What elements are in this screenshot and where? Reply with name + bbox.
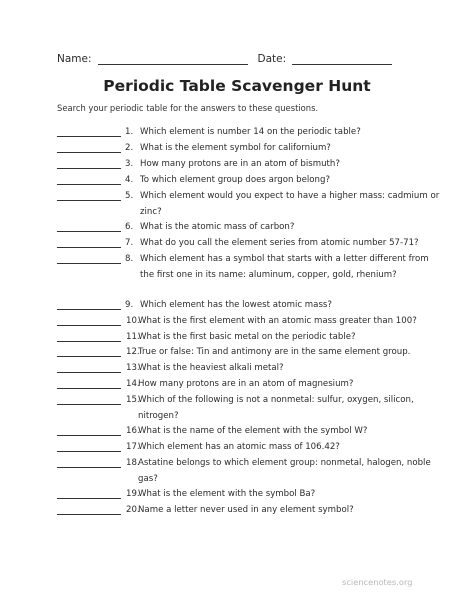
question-item xyxy=(57,330,427,346)
question-item xyxy=(57,345,427,361)
question-item xyxy=(57,157,427,173)
question-item xyxy=(57,440,427,456)
question-number: 17. xyxy=(126,442,140,452)
question-number: 6. xyxy=(125,222,134,232)
answer-blank[interactable] xyxy=(57,498,121,499)
name-label: Name: xyxy=(57,53,92,65)
question-item xyxy=(57,252,427,283)
name-field[interactable] xyxy=(98,54,248,65)
question-text: Which element has the lowest atomic mass? xyxy=(140,300,332,310)
question-number: 9. xyxy=(125,300,134,310)
question-number: 1. xyxy=(125,127,134,137)
question-text: What is the name of the element with the symbol W? xyxy=(138,426,368,436)
question-text: What is the heaviest alkali metal? xyxy=(138,363,284,373)
footer-watermark: sciencenotes.org xyxy=(342,577,413,587)
question-text: What is the element with the symbol Ba? xyxy=(138,489,316,499)
question-text: Which element would you expect to have a higher mass: cadmium or zinc? xyxy=(140,191,440,217)
instructions: Search your periodic table for the answers to these questions. xyxy=(57,103,319,113)
question-text: How many protons are in an atom of bismuth? xyxy=(140,159,340,169)
question-number: 16. xyxy=(126,426,140,436)
date-field[interactable] xyxy=(292,54,392,65)
question-number: 20. xyxy=(126,505,140,515)
question-item xyxy=(57,503,427,519)
question-item xyxy=(57,220,427,236)
answer-blank[interactable] xyxy=(57,404,121,405)
question-text: True or false: Tin and antimony are in the same element group. xyxy=(138,347,411,357)
question-text: What is the atomic mass of carbon? xyxy=(140,222,295,232)
question-number: 12. xyxy=(126,347,140,357)
question-item xyxy=(57,298,427,314)
question-item xyxy=(57,377,427,393)
question-item xyxy=(57,125,427,141)
answer-blank[interactable] xyxy=(57,435,121,436)
question-text: To which element group does argon belong? xyxy=(140,175,331,185)
question-item xyxy=(57,361,427,377)
answer-blank[interactable] xyxy=(57,152,121,153)
question-number: 11. xyxy=(126,332,140,342)
question-item xyxy=(57,424,427,440)
answer-blank[interactable] xyxy=(57,372,121,373)
answer-blank[interactable] xyxy=(57,388,121,389)
answer-blank[interactable] xyxy=(57,325,121,326)
answer-blank[interactable] xyxy=(57,168,121,169)
answer-blank[interactable] xyxy=(57,247,121,248)
answer-blank[interactable] xyxy=(57,309,121,310)
question-text: Which element has an atomic mass of 106.42? xyxy=(138,442,340,452)
question-item xyxy=(57,456,431,487)
question-text: What is the element symbol for californium? xyxy=(140,143,331,153)
answer-blank[interactable] xyxy=(57,184,121,185)
answer-blank[interactable] xyxy=(57,451,121,452)
question-number: 14. xyxy=(126,379,140,389)
header-fields xyxy=(57,53,392,65)
question-item xyxy=(57,173,427,189)
question-text: How many protons are in an atom of magnesium? xyxy=(138,379,354,389)
question-text: Name a letter never used in any element symbol? xyxy=(138,505,354,515)
question-text: Which of the following is not a nonmetal: sulfur, oxygen, silicon, nitrogen? xyxy=(138,395,414,421)
question-item xyxy=(57,189,440,220)
question-item xyxy=(57,487,427,503)
answer-blank[interactable] xyxy=(57,231,121,232)
question-number: 5. xyxy=(125,191,134,201)
answer-blank[interactable] xyxy=(57,341,121,342)
date-label: Date: xyxy=(257,53,287,65)
answer-blank[interactable] xyxy=(57,467,121,468)
question-item xyxy=(57,236,427,252)
question-number: 4. xyxy=(125,175,134,185)
question-number: 2. xyxy=(125,143,134,153)
answer-blank[interactable] xyxy=(57,514,121,515)
answer-blank[interactable] xyxy=(57,200,121,201)
question-item xyxy=(57,393,427,424)
question-item xyxy=(57,141,427,157)
question-number: 15. xyxy=(126,395,140,405)
question-number: 13. xyxy=(126,363,140,373)
page-title: Periodic Table Scavenger Hunt xyxy=(103,77,371,95)
answer-blank[interactable] xyxy=(57,263,121,264)
question-number: 18. xyxy=(126,458,140,468)
question-text: What do you call the element series from atomic number 57-71? xyxy=(140,238,419,248)
question-number: 7. xyxy=(125,238,134,248)
question-text: Astatine belongs to which element group: nonmetal, halogen, noble gas? xyxy=(138,458,431,484)
question-text: What is the first basic metal on the periodic table? xyxy=(138,332,356,342)
question-number: 10. xyxy=(126,316,140,326)
question-number: 3. xyxy=(125,159,134,169)
question-text: Which element is number 14 on the periodic table? xyxy=(140,127,361,137)
question-text: What is the first element with an atomic mass greater than 100? xyxy=(138,316,417,326)
answer-blank[interactable] xyxy=(57,356,121,357)
question-item xyxy=(57,314,427,330)
question-number: 19. xyxy=(126,489,140,499)
question-number: 8. xyxy=(125,254,134,264)
question-text: Which element has a symbol that starts with a letter different from the first one in its name: aluminum, copper, gold, rhenium? xyxy=(140,254,429,280)
answer-blank[interactable] xyxy=(57,136,121,137)
